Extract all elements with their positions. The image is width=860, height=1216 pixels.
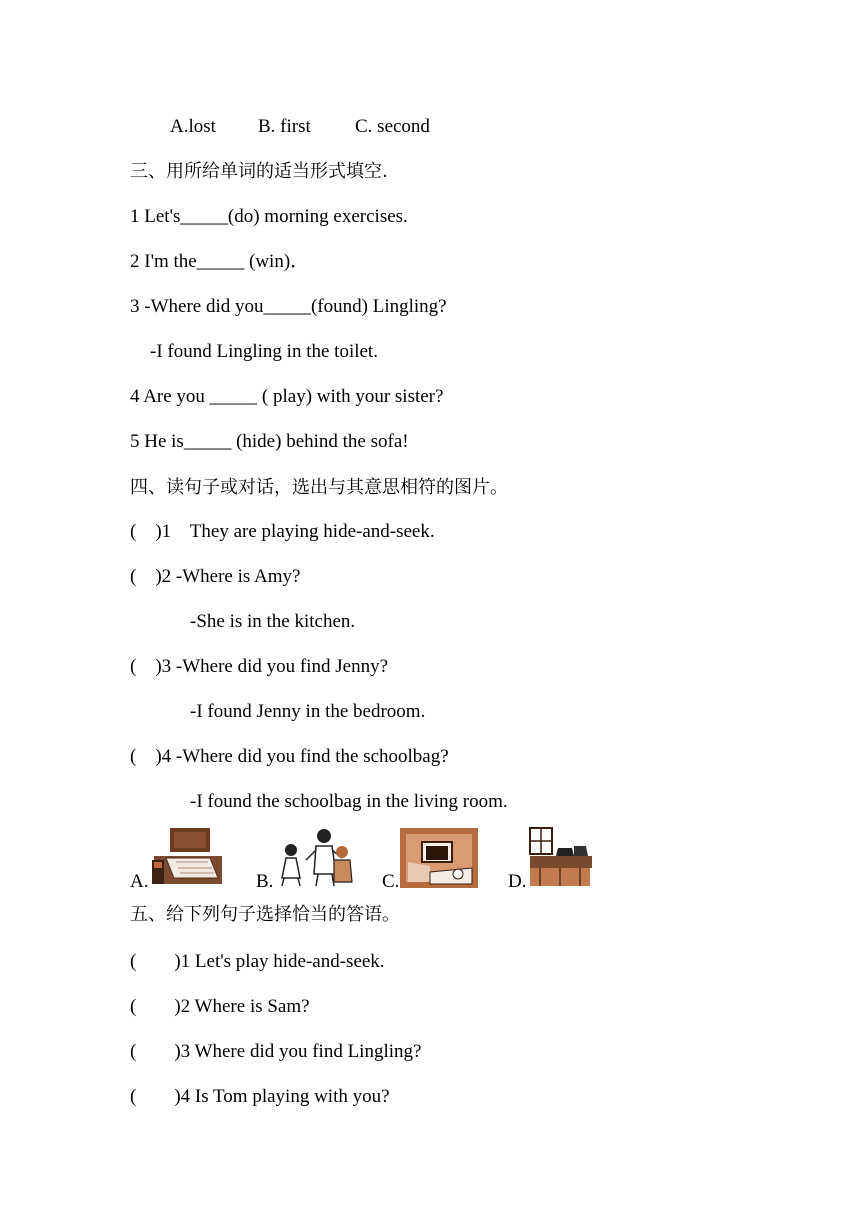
s4-item-1: ( )1 They are playing hide-and-seek. <box>130 521 435 542</box>
s5-item-2: ( )2 Where is Sam? <box>130 996 310 1017</box>
s5-item-3: ( )3 Where did you find Lingling? <box>130 1041 422 1062</box>
bedroom-picture <box>148 826 228 888</box>
children-playing-picture <box>276 826 356 888</box>
section5-heading: 五、给下列句子选择恰当的答语。 <box>130 904 400 925</box>
s4-item-4: ( )4 -Where did you find the schoolbag? <box>130 746 449 767</box>
s4-item-2-answer: -She is in the kitchen. <box>190 611 356 632</box>
option-c: C. second <box>355 116 430 137</box>
s3-item-2: 2 I'm the_____ (win)． <box>130 251 310 272</box>
picture-label-a: A. <box>130 871 149 892</box>
s5-item-1: ( )1 Let's play hide-and-seek. <box>130 951 385 972</box>
s4-item-3: ( )3 -Where did you find Jenny? <box>130 656 389 677</box>
s3-item-4: 4 Are you _____ ( play) with your sister? <box>130 386 444 407</box>
option-b: B. first <box>258 116 311 137</box>
option-a: A.lost <box>170 116 216 137</box>
s4-item-2: ( )2 -Where is Amy? <box>130 566 301 587</box>
picture-label-d: D. <box>508 871 527 892</box>
s4-item-4-answer: -I found the schoolbag in the living room. <box>190 791 508 812</box>
s4-item-3-answer: -I found Jenny in the bedroom. <box>190 701 426 722</box>
picture-label-c: C. <box>382 871 400 892</box>
section3-heading: 三、用所给单词的适当形式填空. <box>130 161 388 182</box>
kitchen-picture <box>528 826 592 888</box>
s3-item-5: 5 He is_____ (hide) behind the sofa! <box>130 431 409 452</box>
s3-item-1: 1 Let's_____(do) morning exercises. <box>130 206 408 227</box>
living-room-picture <box>400 828 478 888</box>
s5-item-4: ( )4 Is Tom playing with you? <box>130 1086 390 1107</box>
picture-label-b: B. <box>256 871 274 892</box>
section4-heading: 四、读句子或对话，选出与其意思相符的图片。 <box>130 477 508 498</box>
s3-item-3-answer: -I found Lingling in the toilet. <box>150 341 378 362</box>
s3-item-3: 3 -Where did you_____(found) Lingling? <box>130 296 447 317</box>
